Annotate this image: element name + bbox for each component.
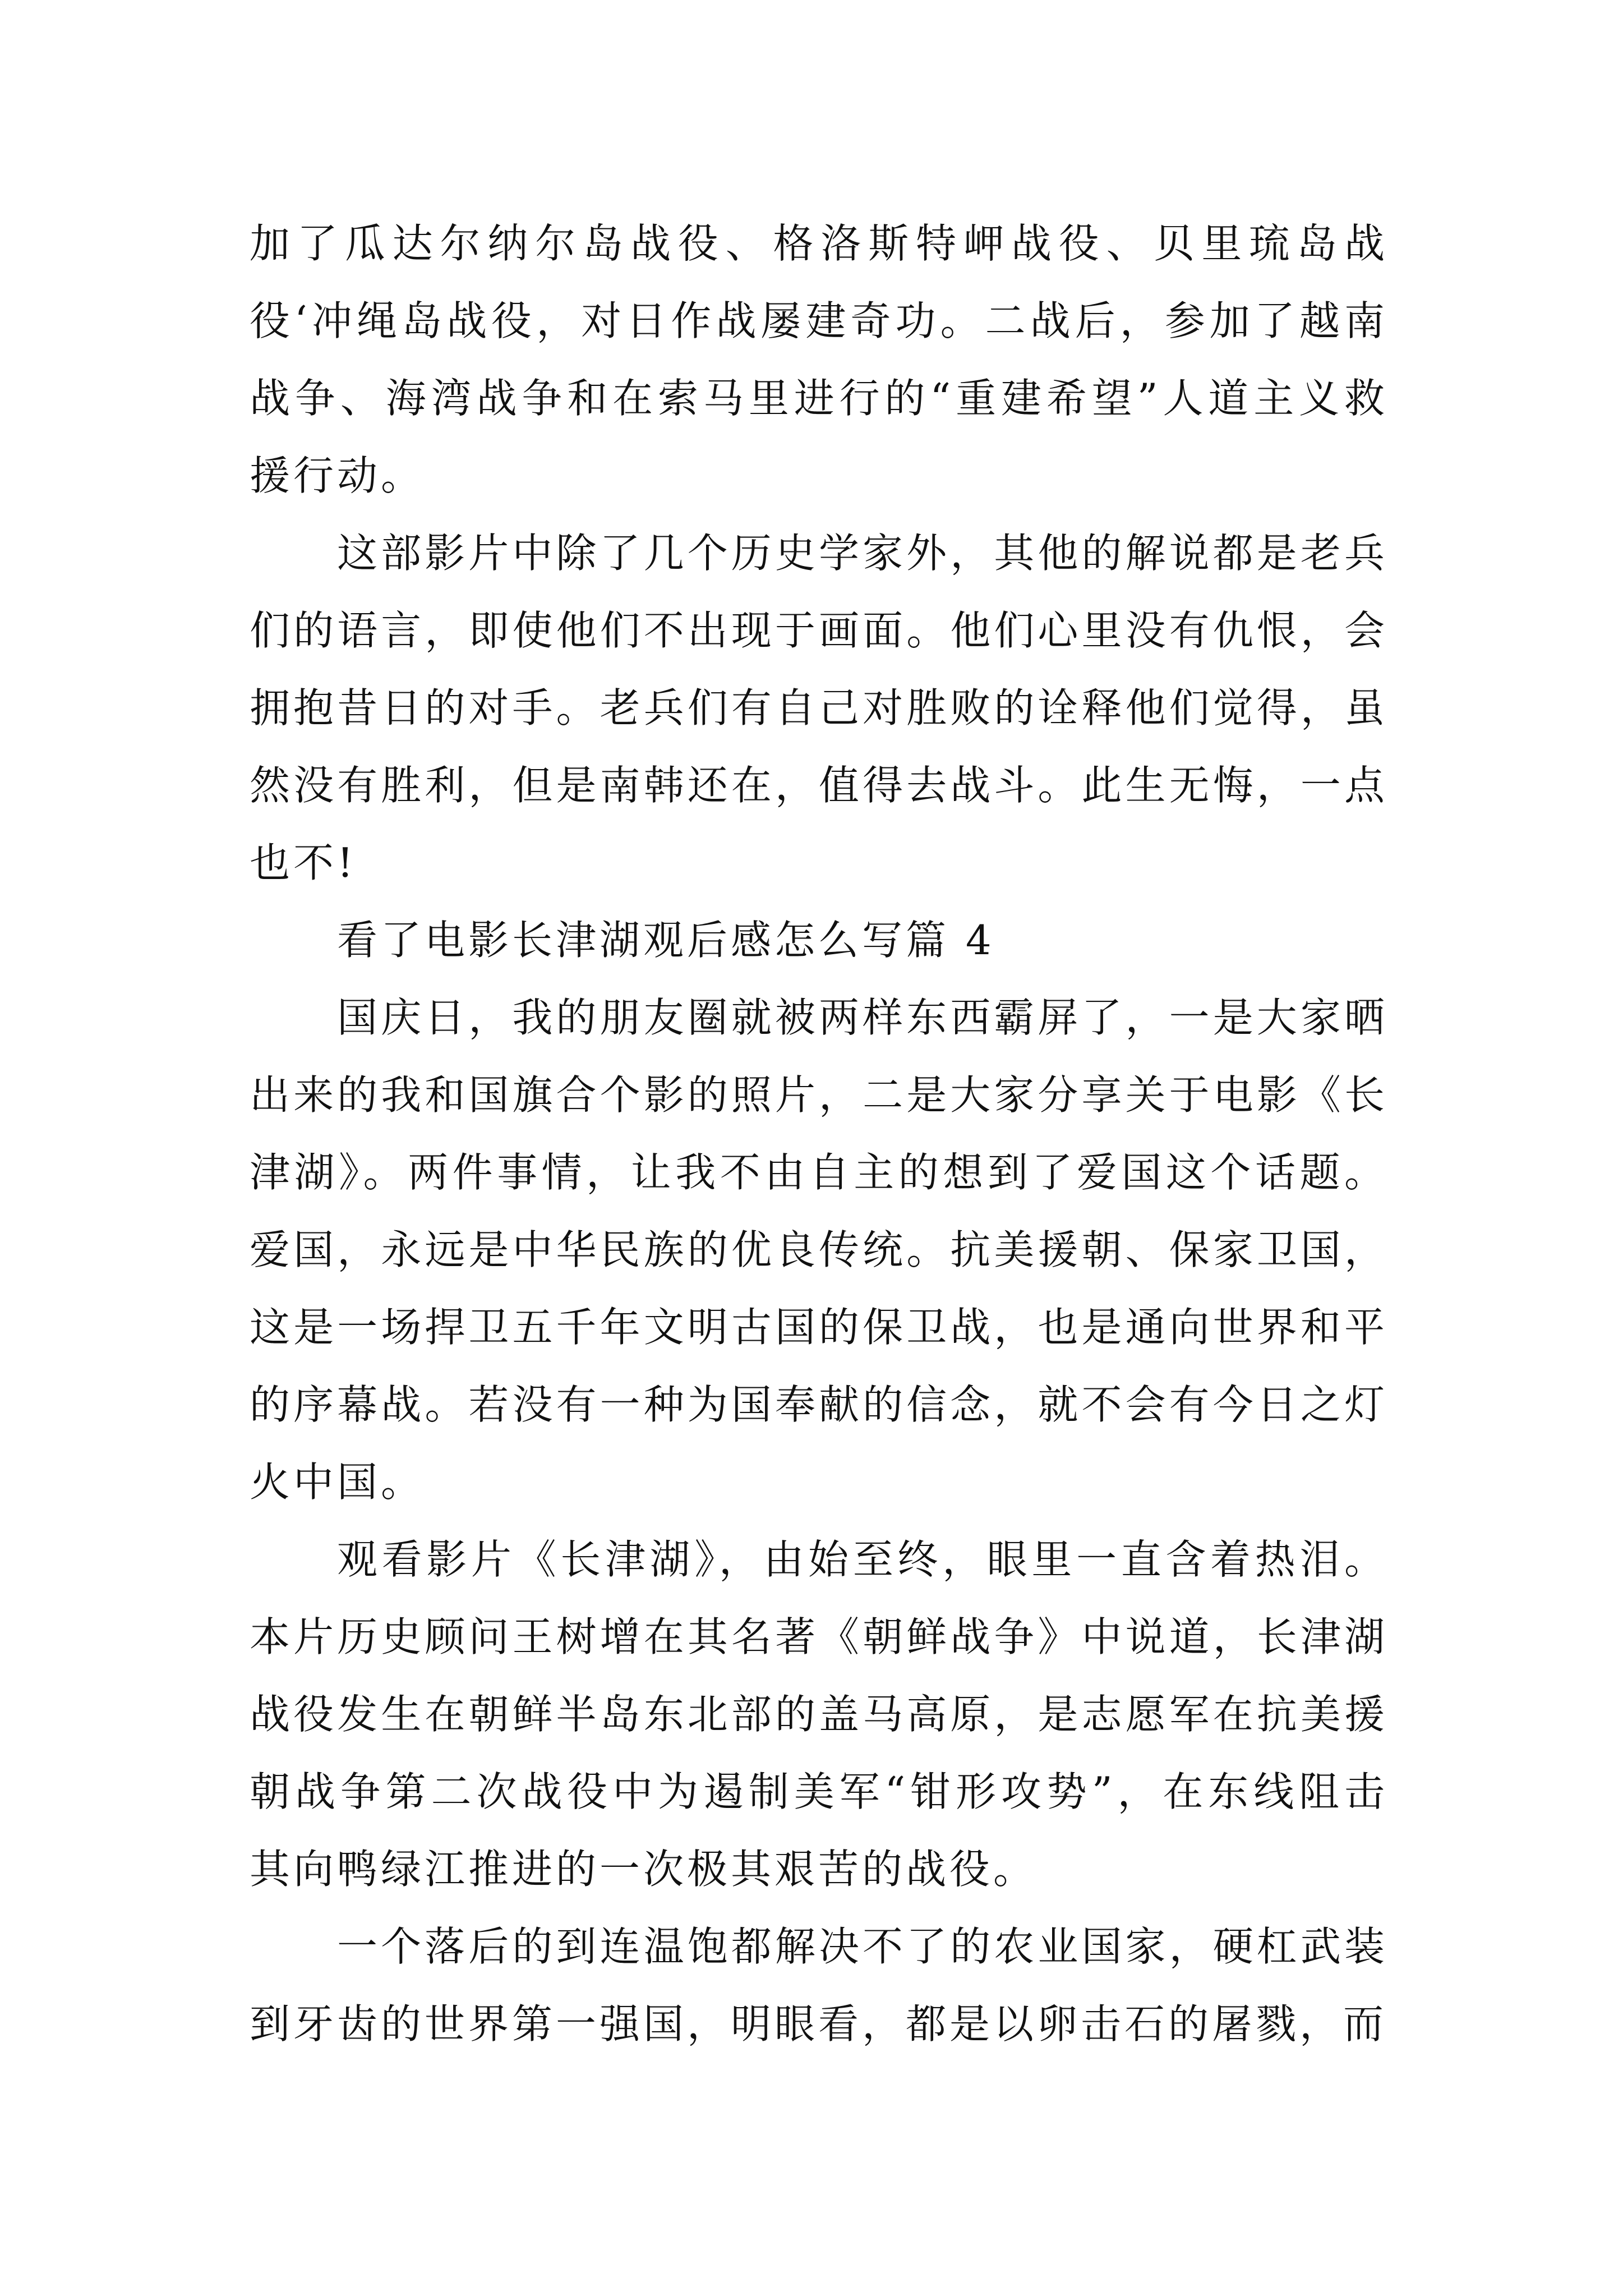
paragraph-continuation: 加了瓜达尔纳尔岛战役、格洛斯特岬战役、贝里琉岛战役‘冲绳岛战役，对日作战屡建奇功。二战后，参加了越南战争、海湾战争和在索马里进行的“重建希望”人道主义救援行动。 <box>250 220 1388 499</box>
section-heading: 看了电影长津湖观后感怎么写篇 4 <box>337 917 995 964</box>
paragraph-national-day: 国庆日，我的朋友圈就被两样东西霸屏了，一是大家晒出来的我和国旗合个影的照片，二是大家分享关于电影《长津湖》。两件事情，让我不由自主的想到了爱国这个话题。爱国，永远是中华民族的优良传统。抗美援朝、保家卫国，这是一场捍卫五千年文明古国的保卫战，也是通向世界和平的序幕战。若没有一种为国奉献的信念，就不会有今日之灯火中国。 <box>250 994 1388 1506</box>
document-body <box>250 205 1388 2063</box>
paragraph-agricultural-nation: 一个落后的到连温饱都解决不了的农业国家，硬杠武装到牙齿的世界第一强国，明眼看，都是以卵击石的屠戮，而 <box>250 1923 1388 2047</box>
paragraph-watching-film: 观看影片《长津湖》，由始至终，眼里一直含着热泪。本片历史顾问王树增在其名著《朝鲜战争》中说道，长津湖战役发生在朝鲜半岛东北部的盖马高原，是志愿军在抗美援朝战争第二次战役中为遏制美军“钳形攻势”，在东线阻击其向鸭绿江推进的一次极其艰苦的战役。 <box>250 1536 1388 1893</box>
paragraph-veterans: 这部影片中除了几个历史学家外，其他的解说都是老兵们的语言，即使他们不出现于画面。他们心里没有仇恨，会拥抱昔日的对手。老兵们有自己对胜败的诠释他们觉得，虽然没有胜利，但是南韩还在，值得去战斗。此生无悔，一点也不! <box>250 530 1388 886</box>
